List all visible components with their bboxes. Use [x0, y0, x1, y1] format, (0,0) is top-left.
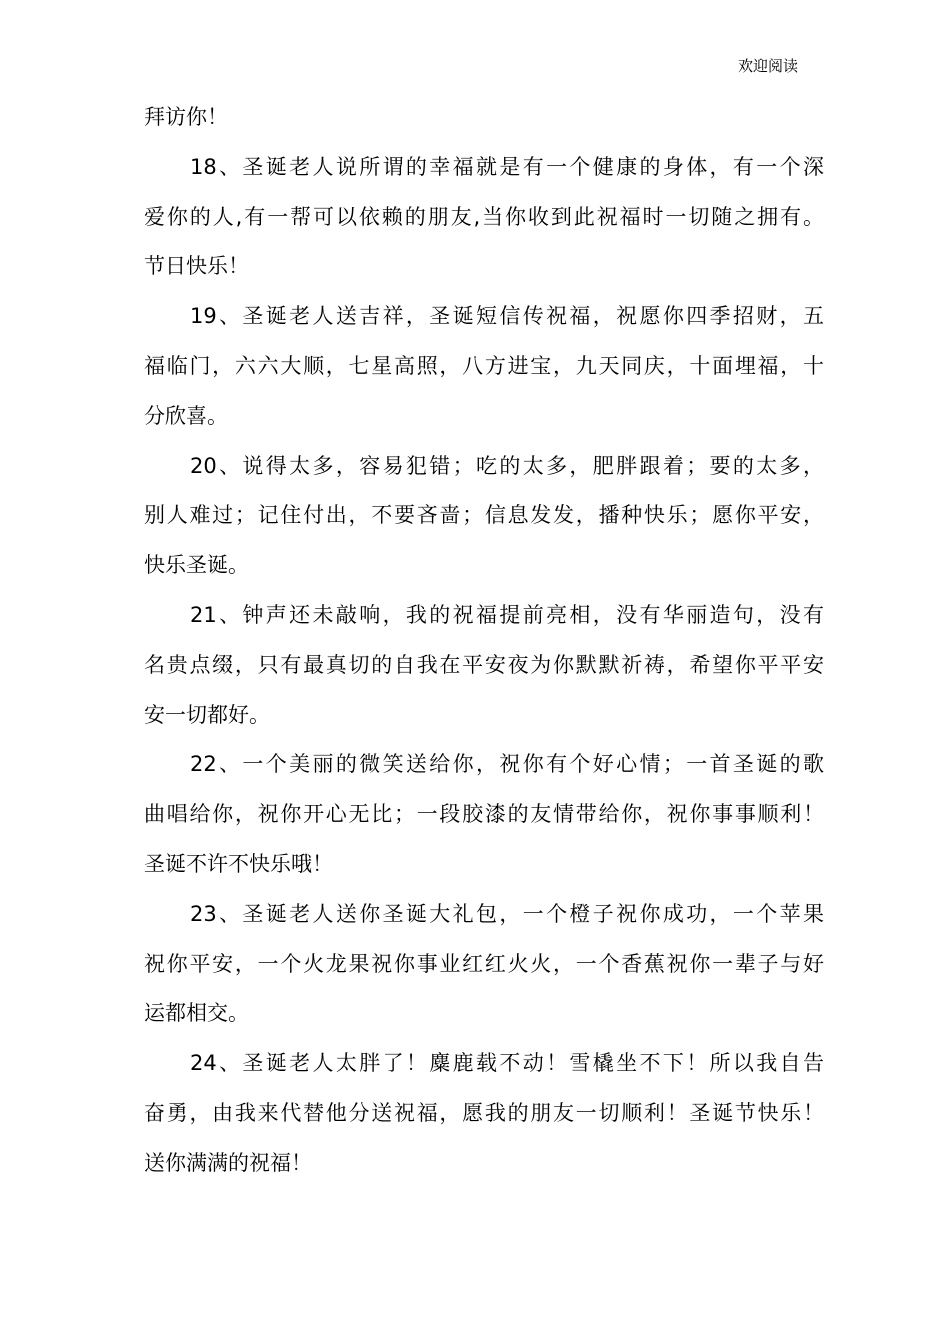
paragraph-item-24: [144, 1039, 824, 1188]
paragraph-item-23: [144, 890, 824, 1039]
text-line: 曲唱给你，祝你开心无比；一段胶漆的友情带给你，祝你事事顺利！: [144, 802, 824, 827]
text-line: 祝你平安，一个火龙果祝你事业红红火火，一个香蕉祝你一辈子与好: [144, 951, 824, 976]
text-line: 24、圣诞老人太胖了！麋鹿载不动！雪橇坐不下！所以我自告: [190, 1051, 824, 1076]
text-line: 节日快乐！: [144, 254, 249, 279]
text-line: 福临门，六六大顺，七星高照，八方进宝，九天同庆，十面埋福，十: [144, 353, 824, 378]
text-line: 20、说得太多，容易犯错；吃的太多，肥胖跟着；要的太多，: [190, 453, 824, 478]
text-line: 快乐圣诞。: [144, 553, 249, 578]
text-line: 21、钟声还未敲响，我的祝福提前亮相，没有华丽造句，没有: [190, 602, 824, 627]
text-line: 名贵点缀，只有最真切的自我在平安夜为你默默祈祷，希望你平平安: [144, 652, 824, 677]
text-line: 圣诞不许不快乐哦！: [144, 851, 333, 876]
page-header: 欢迎阅读: [737, 57, 798, 75]
text-line: 运都相交。: [144, 1001, 249, 1026]
text-line: 奋勇，由我来代替他分送祝福，愿我的朋友一切顺利！圣诞节快乐！: [144, 1100, 824, 1125]
document-body: [144, 93, 824, 1189]
paragraph-item-19: [144, 292, 824, 441]
text-line: 爱你的人,有一帮可以依赖的朋友,当你收到此祝福时一切随之拥有。: [144, 204, 824, 229]
paragraph-item-22: [144, 740, 824, 889]
text-line: 送你满满的祝福！: [144, 1150, 312, 1175]
text-line: 22、一个美丽的微笑送给你，祝你有个好心情；一首圣诞的歌: [190, 752, 824, 777]
paragraph-item-18: [144, 143, 824, 292]
paragraph-item-21: [144, 591, 824, 740]
text-line: 19、圣诞老人送吉祥，圣诞短信传祝福，祝愿你四季招财，五: [190, 304, 824, 329]
text-line: 18、圣诞老人说所谓的幸福就是有一个健康的身体，有一个深: [190, 154, 824, 179]
paragraph-item-20: [144, 442, 824, 591]
text-line: 拜访你！: [144, 105, 228, 129]
text-line: 安一切都好。: [144, 702, 270, 727]
text-line: 23、圣诞老人送你圣诞大礼包，一个橙子祝你成功，一个苹果: [190, 901, 824, 926]
text-line: 分欣喜。: [144, 403, 228, 428]
paragraph: [144, 93, 824, 143]
text-line: 别人难过；记住付出，不要吝啬；信息发发，播种快乐；愿你平安，: [144, 503, 824, 528]
